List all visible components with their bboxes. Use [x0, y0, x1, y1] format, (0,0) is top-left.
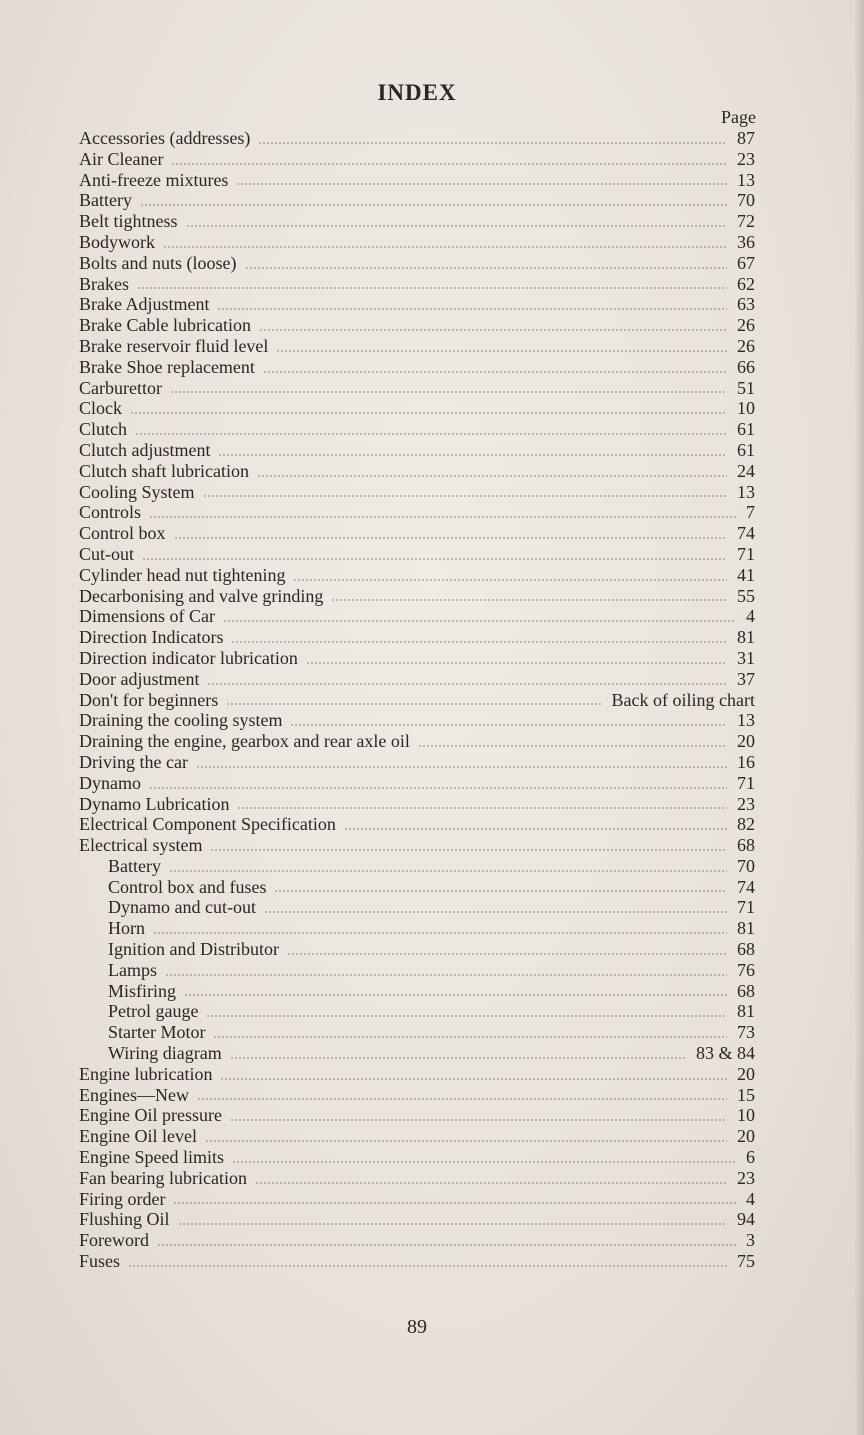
index-entry-label: Fuses: [79, 1251, 121, 1272]
index-entry: [79, 1126, 755, 1147]
page-number: 89: [407, 1316, 427, 1338]
index-entry: [79, 1209, 755, 1230]
index-entry-label: Engine Oil level: [79, 1126, 197, 1147]
index-entry-label: Direction indicator lubrication: [79, 647, 298, 668]
index-entry: [79, 1168, 755, 1189]
index-entry-label: Dynamo and cut-out: [108, 897, 256, 918]
index-entry-page: 68: [737, 939, 755, 960]
index-entry-label: Control box: [79, 523, 166, 544]
index-entry: [79, 1064, 755, 1085]
dot-leader: [178, 1223, 727, 1225]
index-entry-page: 81: [737, 627, 755, 648]
index-entry: [79, 294, 755, 315]
dot-leader: [196, 766, 727, 768]
index-entry-label: Wiring diagram: [108, 1043, 222, 1064]
dot-leader: [140, 204, 727, 206]
index-entry: [79, 149, 755, 170]
index-entry-label: Brake reservoir fluid level: [79, 335, 269, 356]
index-entry-label: Clutch: [79, 419, 127, 440]
dot-leader: [306, 662, 727, 664]
index-entry: [79, 523, 755, 544]
dot-leader: [264, 911, 727, 913]
dot-leader: [263, 371, 727, 373]
dot-leader: [130, 412, 727, 414]
dot-leader: [232, 1161, 736, 1163]
index-entry: [79, 814, 755, 835]
dot-leader: [331, 599, 727, 601]
index-entry: [79, 586, 755, 607]
index-entry-page: 24: [737, 460, 755, 481]
index-entry: [79, 461, 755, 482]
index-entry-label: Electrical Component Specification: [79, 814, 336, 835]
index-entry: [79, 1251, 755, 1272]
page-title: INDEX: [377, 80, 457, 105]
index-entry-label: Controls: [79, 502, 142, 523]
index-entry-label: Control box and fuses: [108, 876, 267, 897]
index-entry-label: Decarbonising and valve grinding: [79, 585, 324, 606]
index-entry: [79, 1085, 755, 1106]
dot-leader: [293, 579, 727, 581]
index-entry-page: 26: [737, 335, 755, 356]
index-entry-page: 13: [737, 481, 755, 502]
index-entry-page: 67: [737, 252, 755, 273]
dot-leader: [165, 974, 727, 976]
index-entry-page: 10: [737, 1105, 755, 1126]
index-entry-label: Clock: [79, 398, 122, 419]
index-entry-page: 37: [737, 668, 755, 689]
index-entry-page: 23: [737, 1167, 755, 1188]
index-entry-label: Bolts and nuts (loose): [79, 252, 237, 273]
index-list: [79, 128, 755, 1272]
index-entry: [79, 918, 755, 939]
dot-leader: [169, 870, 727, 872]
dot-leader: [153, 932, 727, 934]
index-entry: [79, 1230, 755, 1251]
index-entry: [79, 378, 755, 399]
index-entry-label: Battery: [79, 190, 132, 211]
index-entry-page: 70: [737, 855, 755, 876]
index-entry-label: Engine lubrication: [79, 1063, 213, 1084]
index-entry-page: 68: [737, 980, 755, 1001]
index-entry-page: 70: [737, 190, 755, 211]
index-entry-page: 74: [737, 523, 755, 544]
index-entry-page: 23: [737, 793, 755, 814]
index-entry-page: 20: [737, 1063, 755, 1084]
index-entry-page: 76: [737, 959, 755, 980]
index-entry-page: 13: [737, 169, 755, 190]
index-entry-page: 83 & 84: [695, 1043, 755, 1064]
dot-leader: [171, 163, 727, 165]
index-entry: [79, 357, 755, 378]
index-entry: [79, 315, 755, 336]
index-entry: [79, 627, 755, 648]
index-entry-page: 82: [737, 814, 755, 835]
index-entry-page: 7: [746, 502, 755, 523]
index-entry-page: 6: [746, 1147, 755, 1168]
index-entry: [79, 690, 755, 711]
dot-leader: [237, 807, 727, 809]
index-entry-label: Horn: [108, 918, 145, 939]
index-entry-page: 71: [737, 772, 755, 793]
index-entry-page: 63: [737, 294, 755, 315]
dot-leader: [230, 1119, 727, 1121]
index-entry-label: Engine Speed limits: [79, 1147, 224, 1168]
index-entry-page: 68: [737, 835, 755, 856]
dot-leader: [205, 1140, 727, 1142]
index-entry: [79, 856, 755, 877]
dot-leader: [210, 849, 727, 851]
index-entry: [79, 752, 755, 773]
index-entry: [79, 190, 755, 211]
index-entry-page: 4: [746, 606, 755, 627]
index-entry-label: Starter Motor: [108, 1022, 206, 1043]
dot-leader: [276, 350, 727, 352]
index-entry: [79, 835, 755, 856]
index-entry-label: Dynamo Lubrication: [79, 793, 230, 814]
dot-leader: [157, 1244, 736, 1246]
dot-leader: [220, 1078, 727, 1080]
index-entry-page: 41: [737, 564, 755, 585]
page-column-header: Page: [721, 107, 756, 127]
index-entry-label: Lamps: [108, 959, 157, 980]
index-entry: [79, 1022, 755, 1043]
dot-leader: [217, 308, 727, 310]
index-entry-page: 31: [737, 647, 755, 668]
index-entry-page: 16: [737, 751, 755, 772]
index-entry-page: 20: [737, 1126, 755, 1147]
index-entry-label: Fan bearing lubrication: [79, 1167, 247, 1188]
index-entry-label: Dynamo: [79, 772, 141, 793]
index-entry: [79, 1189, 755, 1210]
index-entry-page: 66: [737, 356, 755, 377]
index-entry-label: Petrol gauge: [108, 1001, 199, 1022]
index-entry: [79, 398, 755, 419]
dot-leader: [207, 683, 727, 685]
index-entry: [79, 274, 755, 295]
dot-leader: [245, 267, 727, 269]
index-entry-label: Carburettor: [79, 377, 162, 398]
index-entry: [79, 253, 755, 274]
index-entry: [79, 544, 755, 565]
index-entry-page: 55: [737, 585, 755, 606]
index-entry-page: 36: [737, 231, 755, 252]
dot-leader: [203, 495, 727, 497]
index-entry-page: 62: [737, 273, 755, 294]
index-entry-label: Battery: [108, 855, 161, 876]
index-entry-label: Bodywork: [79, 231, 155, 252]
index-entry: [79, 1105, 755, 1126]
index-entry-page: 3: [746, 1230, 755, 1251]
dot-leader: [287, 953, 727, 955]
dot-leader: [231, 641, 727, 643]
index-entry-label: Belt tightness: [79, 211, 178, 232]
index-entry-page: 4: [746, 1188, 755, 1209]
index-entry-label: Engines—New: [79, 1084, 189, 1105]
index-entry: [79, 211, 755, 232]
index-entry-label: Electrical system: [79, 835, 203, 856]
dot-leader: [206, 1015, 727, 1017]
index-entry: [79, 1147, 755, 1168]
index-entry-label: Brakes: [79, 273, 129, 294]
index-entry-label: Clutch adjustment: [79, 439, 211, 460]
dot-leader: [218, 454, 727, 456]
index-entry-label: Clutch shaft lubrication: [79, 460, 249, 481]
page-edge: [854, 0, 864, 1435]
index-entry: [79, 960, 755, 981]
dot-leader: [257, 475, 727, 477]
index-entry: [79, 440, 755, 461]
index-entry: [79, 232, 755, 253]
index-entry-label: Brake Shoe replacement: [79, 356, 255, 377]
index-entry-label: Misfiring: [108, 980, 177, 1001]
index-entry-page: 51: [737, 377, 755, 398]
index-entry-page: 13: [737, 710, 755, 731]
index-entry-page: 15: [737, 1084, 755, 1105]
dot-leader: [137, 287, 727, 289]
index-entry-label: Ignition and Distributor: [108, 939, 279, 960]
index-entry-page: 75: [737, 1251, 755, 1272]
dot-leader: [259, 329, 727, 331]
index-entry-label: Cylinder head nut tightening: [79, 564, 286, 585]
index-entry: [79, 170, 755, 191]
dot-leader: [226, 703, 602, 705]
index-entry: [79, 336, 755, 357]
index-entry-label: Direction Indicators: [79, 627, 224, 648]
index-entry: [79, 669, 755, 690]
index-entry-label: Cut-out: [79, 543, 135, 564]
index-entry: [79, 877, 755, 898]
dot-leader: [149, 787, 727, 789]
index-entry: [79, 606, 755, 627]
index-entry-page: 87: [737, 128, 755, 148]
index-entry: [79, 128, 755, 149]
index-entry: [79, 502, 755, 523]
index-entry: [79, 773, 755, 794]
index-entry-label: Draining the engine, gearbox and rear axle oil: [79, 731, 410, 752]
index-entry: [79, 648, 755, 669]
index-entry-page: 73: [737, 1022, 755, 1043]
dot-leader: [197, 1098, 727, 1100]
index-entry-label: Dimensions of Car: [79, 606, 215, 627]
index-entry-page: 71: [737, 897, 755, 918]
index-entry-label: Firing order: [79, 1188, 166, 1209]
index-entry-page: 74: [737, 876, 755, 897]
index-entry-label: Draining the cooling system: [79, 710, 283, 731]
dot-leader: [213, 1036, 727, 1038]
index-entry: [79, 1001, 755, 1022]
index-entry-label: Brake Cable lubrication: [79, 315, 251, 336]
index-entry: [79, 731, 755, 752]
index-entry: [79, 939, 755, 960]
index-entry-page: 71: [737, 543, 755, 564]
dot-leader: [128, 1265, 727, 1267]
index-entry-label: Accessories (addresses): [79, 128, 251, 148]
index-entry-label: Foreword: [79, 1230, 149, 1251]
index-entry-page: 26: [737, 315, 755, 336]
index-entry-label: Cooling System: [79, 481, 195, 502]
index-entry: [79, 794, 755, 815]
dot-leader: [258, 142, 727, 144]
dot-leader: [418, 745, 727, 747]
dot-leader: [135, 433, 727, 435]
dot-leader: [163, 246, 727, 248]
index-entry-label: Brake Adjustment: [79, 294, 210, 315]
dot-leader: [255, 1182, 727, 1184]
dot-leader: [174, 537, 727, 539]
index-entry-page: 81: [737, 1001, 755, 1022]
index-entry: [79, 710, 755, 731]
dot-leader: [142, 558, 727, 560]
dot-leader: [236, 183, 727, 185]
index-entry-page: 72: [737, 211, 755, 232]
index-entry-label: Door adjustment: [79, 668, 200, 689]
dot-leader: [230, 1057, 686, 1059]
dot-leader: [344, 828, 727, 830]
dot-leader: [290, 724, 727, 726]
index-entry-label: Anti-freeze mixtures: [79, 169, 229, 190]
dot-leader: [149, 516, 736, 518]
index-entry-label: Air Cleaner: [79, 148, 164, 169]
index-entry: [79, 1043, 755, 1064]
index-entry-label: Engine Oil pressure: [79, 1105, 222, 1126]
index-entry-page: 23: [737, 148, 755, 169]
index-entry-page: 61: [737, 419, 755, 440]
index-entry-label: Don't for beginners: [79, 689, 219, 710]
index-entry-page: Back of oiling chart: [611, 689, 755, 710]
index-entry-page: 61: [737, 439, 755, 460]
index-entry: [79, 482, 755, 503]
dot-leader: [170, 391, 727, 393]
index-entry: [79, 565, 755, 586]
index-entry: [79, 897, 755, 918]
dot-leader: [173, 1202, 736, 1204]
index-entry-page: 94: [737, 1209, 755, 1230]
index-entry-page: 81: [737, 918, 755, 939]
dot-leader: [184, 994, 727, 996]
index-entry: [79, 419, 755, 440]
dot-leader: [223, 620, 736, 622]
index-entry-page: 10: [737, 398, 755, 419]
index-entry-label: Driving the car: [79, 751, 188, 772]
index-entry-page: 20: [737, 731, 755, 752]
index-entry: [79, 981, 755, 1002]
dot-leader: [274, 890, 727, 892]
index-entry-label: Flushing Oil: [79, 1209, 170, 1230]
dot-leader: [186, 225, 727, 227]
